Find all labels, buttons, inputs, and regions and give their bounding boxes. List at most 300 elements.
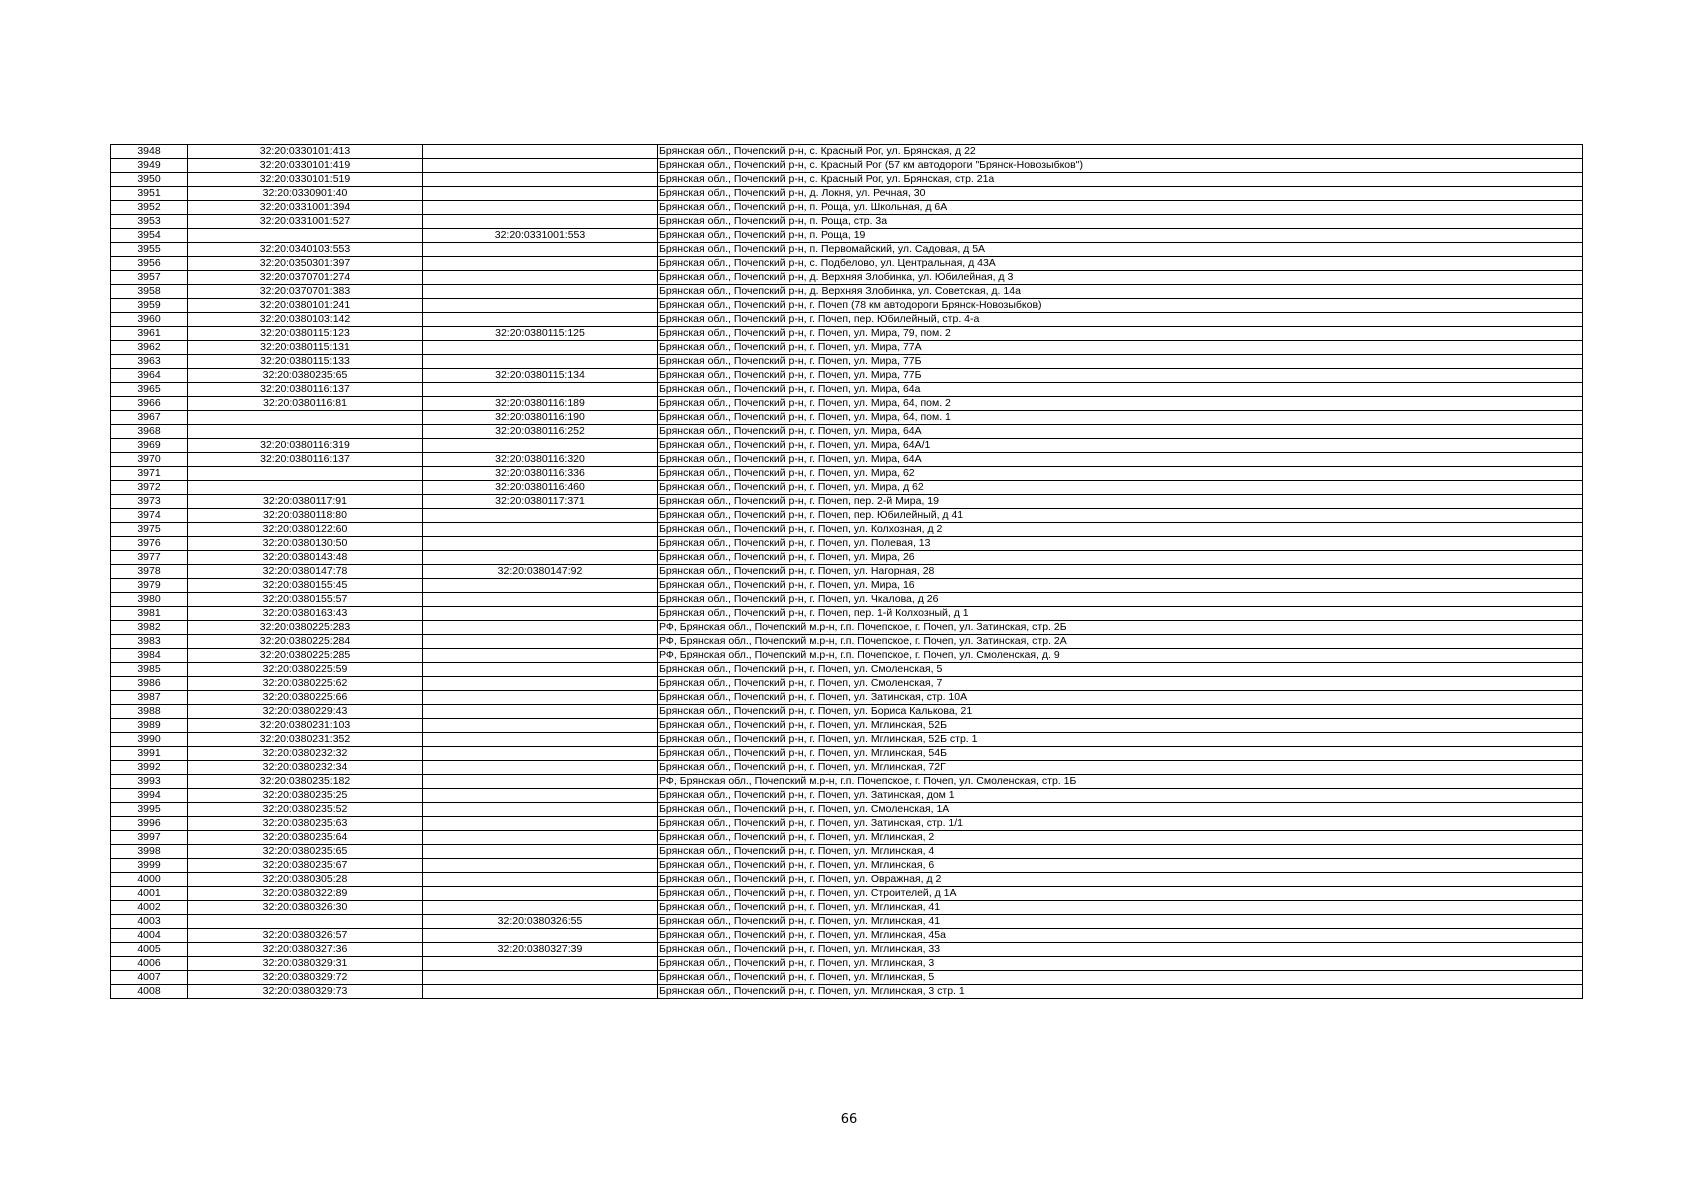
row-number-cell: 3996	[111, 817, 188, 831]
row-number-cell: 3974	[111, 509, 188, 523]
cadastral-number-cell: 32:20:0380101:241	[188, 299, 423, 313]
related-cadastral-number-cell: 32:20:0380147:92	[423, 565, 658, 579]
related-cadastral-number-cell	[423, 173, 658, 187]
address-cell: Брянская обл., Почепский р-н, г. Почеп, ул. Мира, 64А	[658, 453, 1583, 467]
row-number-cell: 3971	[111, 467, 188, 481]
cadastral-number-cell: 32:20:0380235:63	[188, 817, 423, 831]
related-cadastral-number-cell: 32:20:0331001:553	[423, 229, 658, 243]
table-row	[111, 985, 1583, 999]
row-number-cell: 3995	[111, 803, 188, 817]
row-number-cell: 4004	[111, 929, 188, 943]
cadastral-number-cell: 32:20:0380147:78	[188, 565, 423, 579]
table-row	[111, 341, 1583, 355]
cadastral-number-cell: 32:20:0380235:65	[188, 845, 423, 859]
table-row	[111, 355, 1583, 369]
address-cell: Брянская обл., Почепский р-н, г. Почеп, ул. Мира, 26	[658, 551, 1583, 565]
cadastral-number-cell: 32:20:0331001:394	[188, 201, 423, 215]
row-number-cell: 3969	[111, 439, 188, 453]
related-cadastral-number-cell	[423, 985, 658, 999]
cadastral-number-cell: 32:20:0380130:50	[188, 537, 423, 551]
table-row	[111, 187, 1583, 201]
row-number-cell: 3986	[111, 677, 188, 691]
row-number-cell: 3976	[111, 537, 188, 551]
table-row	[111, 971, 1583, 985]
related-cadastral-number-cell: 32:20:0380327:39	[423, 943, 658, 957]
table-row	[111, 173, 1583, 187]
cadastral-number-cell: 32:20:0380143:48	[188, 551, 423, 565]
cadastral-number-cell: 32:20:0380225:283	[188, 621, 423, 635]
cadastral-number-cell: 32:20:0380163:43	[188, 607, 423, 621]
row-number-cell: 3958	[111, 285, 188, 299]
table-row	[111, 887, 1583, 901]
address-cell: Брянская обл., Почепский р-н, г. Почеп, ул. Полевая, 13	[658, 537, 1583, 551]
address-cell: Брянская обл., Почепский р-н, г. Почеп, ул. Мглинская, 3	[658, 957, 1583, 971]
address-cell: РФ, Брянская обл., Почепский м.р-н, г.п. Почепское, г. Почеп, ул. Смоленская, д. 9	[658, 649, 1583, 663]
related-cadastral-number-cell	[423, 719, 658, 733]
row-number-cell: 3953	[111, 215, 188, 229]
cadastral-number-cell: 32:20:0380116:81	[188, 397, 423, 411]
cadastral-number-cell: 32:20:0380235:25	[188, 789, 423, 803]
cadastral-number-cell: 32:20:0380329:72	[188, 971, 423, 985]
row-number-cell: 3987	[111, 691, 188, 705]
related-cadastral-number-cell	[423, 929, 658, 943]
related-cadastral-number-cell: 32:20:0380116:190	[423, 411, 658, 425]
cadastral-number-cell: 32:20:0380115:131	[188, 341, 423, 355]
related-cadastral-number-cell	[423, 341, 658, 355]
row-number-cell: 3988	[111, 705, 188, 719]
row-number-cell: 3963	[111, 355, 188, 369]
row-number-cell: 3950	[111, 173, 188, 187]
table-row	[111, 733, 1583, 747]
table-row	[111, 369, 1583, 383]
row-number-cell: 3992	[111, 761, 188, 775]
table-row	[111, 775, 1583, 789]
row-number-cell: 3949	[111, 159, 188, 173]
row-number-cell: 3975	[111, 523, 188, 537]
cadastral-number-cell: 32:20:0380155:45	[188, 579, 423, 593]
cadastral-number-cell: 32:20:0380115:133	[188, 355, 423, 369]
related-cadastral-number-cell	[423, 887, 658, 901]
address-cell: Брянская обл., Почепский р-н, г. Почеп, ул. Мглинская, 54Б	[658, 747, 1583, 761]
cadastral-number-cell: 32:20:0380116:137	[188, 453, 423, 467]
address-cell: Брянская обл., Почепский р-н, г. Почеп, пер. Юбилейный, д 41	[658, 509, 1583, 523]
row-number-cell: 3952	[111, 201, 188, 215]
row-number-cell: 3962	[111, 341, 188, 355]
address-cell: Брянская обл., Почепский р-н, г. Почеп (78 км автодороги Брянск-Новозыбков)	[658, 299, 1583, 313]
related-cadastral-number-cell	[423, 677, 658, 691]
address-cell: Брянская обл., Почепский р-н, г. Почеп, ул. Затинская, дом 1	[658, 789, 1583, 803]
cadastral-number-cell: 32:20:0380116:137	[188, 383, 423, 397]
row-number-cell: 3957	[111, 271, 188, 285]
address-cell: Брянская обл., Почепский р-н, г. Почеп, ул. Мира, 64, пом. 2	[658, 397, 1583, 411]
related-cadastral-number-cell	[423, 621, 658, 635]
cadastral-number-cell: 32:20:0380235:64	[188, 831, 423, 845]
cadastral-number-cell	[188, 411, 423, 425]
registry-table	[110, 144, 1583, 999]
address-cell: Брянская обл., Почепский р-н, г. Почеп, пер. Юбилейный, стр. 4-а	[658, 313, 1583, 327]
cadastral-number-cell: 32:20:0331001:527	[188, 215, 423, 229]
related-cadastral-number-cell	[423, 803, 658, 817]
address-cell: Брянская обл., Почепский р-н, с. Красный Рог, ул. Брянская, стр. 21а	[658, 173, 1583, 187]
cadastral-number-cell: 32:20:0370701:383	[188, 285, 423, 299]
address-cell: Брянская обл., Почепский р-н, п. Роща, 19	[658, 229, 1583, 243]
address-cell: Брянская обл., Почепский р-н, г. Почеп, ул. Мира, 79, пом. 2	[658, 327, 1583, 341]
row-number-cell: 4006	[111, 957, 188, 971]
row-number-cell: 3954	[111, 229, 188, 243]
table-row	[111, 943, 1583, 957]
table-row	[111, 789, 1583, 803]
related-cadastral-number-cell	[423, 831, 658, 845]
row-number-cell: 3956	[111, 257, 188, 271]
address-cell: Брянская обл., Почепский р-н, г. Почеп, ул. Мира, 77А	[658, 341, 1583, 355]
cadastral-number-cell: 32:20:0380229:43	[188, 705, 423, 719]
row-number-cell: 3991	[111, 747, 188, 761]
table-row	[111, 397, 1583, 411]
cadastral-number-cell: 32:20:0380327:36	[188, 943, 423, 957]
table-row	[111, 929, 1583, 943]
cadastral-number-cell	[188, 481, 423, 495]
table-row	[111, 593, 1583, 607]
related-cadastral-number-cell	[423, 383, 658, 397]
cadastral-number-cell: 32:20:0350301:397	[188, 257, 423, 271]
address-cell: Брянская обл., Почепский р-н, д. Верхняя Злобинка, ул. Юбилейная, д 3	[658, 271, 1583, 285]
address-cell: Брянская обл., Почепский р-н, г. Почеп, ул. Овражная, д 2	[658, 873, 1583, 887]
row-number-cell: 3948	[111, 145, 188, 159]
address-cell: Брянская обл., Почепский р-н, г. Почеп, ул. Нагорная, 28	[658, 565, 1583, 579]
address-cell: Брянская обл., Почепский р-н, г. Почеп, ул. Колхозная, д 2	[658, 523, 1583, 537]
address-cell: Брянская обл., Почепский р-н, г. Почеп, ул. Мглинская, 2	[658, 831, 1583, 845]
cadastral-number-cell: 32:20:0380225:285	[188, 649, 423, 663]
row-number-cell: 3955	[111, 243, 188, 257]
table-row	[111, 313, 1583, 327]
cadastral-number-cell: 32:20:0340103:553	[188, 243, 423, 257]
cadastral-number-cell	[188, 915, 423, 929]
row-number-cell: 4007	[111, 971, 188, 985]
row-number-cell: 4003	[111, 915, 188, 929]
related-cadastral-number-cell	[423, 971, 658, 985]
cadastral-number-cell: 32:20:0380122:60	[188, 523, 423, 537]
cadastral-number-cell: 32:20:0370701:274	[188, 271, 423, 285]
cadastral-number-cell: 32:20:0380305:28	[188, 873, 423, 887]
cadastral-number-cell: 32:20:0380235:67	[188, 859, 423, 873]
address-cell: Брянская обл., Почепский р-н, г. Почеп, пер. 1-й Колхозный, д 1	[658, 607, 1583, 621]
table-row	[111, 551, 1583, 565]
row-number-cell: 4008	[111, 985, 188, 999]
address-cell: Брянская обл., Почепский р-н, с. Красный Рог (57 км автодороги "Брянск-Новозыбков")	[658, 159, 1583, 173]
address-cell: Брянская обл., Почепский р-н, г. Почеп, ул. Затинская, стр. 10А	[658, 691, 1583, 705]
table-row	[111, 271, 1583, 285]
address-cell: РФ, Брянская обл., Почепский м.р-н, г.п. Почепское, г. Почеп, ул. Затинская, стр. 2А	[658, 635, 1583, 649]
related-cadastral-number-cell	[423, 187, 658, 201]
row-number-cell: 3965	[111, 383, 188, 397]
table-row	[111, 523, 1583, 537]
table-row	[111, 201, 1583, 215]
cadastral-number-cell: 32:20:0380225:62	[188, 677, 423, 691]
related-cadastral-number-cell	[423, 691, 658, 705]
table-row	[111, 537, 1583, 551]
address-cell: Брянская обл., Почепский р-н, г. Почеп, ул. Мира, 64а	[658, 383, 1583, 397]
address-cell: РФ, Брянская обл., Почепский м.р-н, г.п. Почепское, г. Почеп, ул. Затинская, стр. 2Б	[658, 621, 1583, 635]
row-number-cell: 3994	[111, 789, 188, 803]
row-number-cell: 3985	[111, 663, 188, 677]
table-row	[111, 257, 1583, 271]
table-row	[111, 677, 1583, 691]
row-number-cell: 4001	[111, 887, 188, 901]
table-row	[111, 453, 1583, 467]
table-row	[111, 649, 1583, 663]
related-cadastral-number-cell	[423, 901, 658, 915]
table-row	[111, 803, 1583, 817]
row-number-cell: 3980	[111, 593, 188, 607]
cadastral-number-cell: 32:20:0330101:519	[188, 173, 423, 187]
table-row	[111, 845, 1583, 859]
related-cadastral-number-cell	[423, 145, 658, 159]
table-row	[111, 285, 1583, 299]
cadastral-number-cell: 32:20:0380329:31	[188, 957, 423, 971]
table-row	[111, 957, 1583, 971]
related-cadastral-number-cell: 32:20:0380116:320	[423, 453, 658, 467]
cadastral-number-cell: 32:20:0380326:57	[188, 929, 423, 943]
table-row	[111, 663, 1583, 677]
table-row	[111, 159, 1583, 173]
related-cadastral-number-cell: 32:20:0380117:371	[423, 495, 658, 509]
table-row	[111, 327, 1583, 341]
cadastral-number-cell: 32:20:0380118:80	[188, 509, 423, 523]
cadastral-number-cell: 32:20:0380235:182	[188, 775, 423, 789]
address-cell: Брянская обл., Почепский р-н, г. Почеп, ул. Мглинская, 52Б	[658, 719, 1583, 733]
related-cadastral-number-cell	[423, 607, 658, 621]
address-cell: Брянская обл., Почепский р-н, г. Почеп, ул. Бориса Калькова, 21	[658, 705, 1583, 719]
address-cell: Брянская обл., Почепский р-н, г. Почеп, ул. Мира, 77Б	[658, 355, 1583, 369]
page-number: 66	[840, 1112, 858, 1127]
row-number-cell: 3990	[111, 733, 188, 747]
cadastral-number-cell: 32:20:0330101:413	[188, 145, 423, 159]
table-row	[111, 495, 1583, 509]
cadastral-number-cell: 32:20:0330901:40	[188, 187, 423, 201]
table-row	[111, 299, 1583, 313]
related-cadastral-number-cell	[423, 285, 658, 299]
row-number-cell: 3964	[111, 369, 188, 383]
table-row	[111, 621, 1583, 635]
row-number-cell: 3970	[111, 453, 188, 467]
address-cell: Брянская обл., Почепский р-н, п. Рощa, ул. Школьная, д 6А	[658, 201, 1583, 215]
related-cadastral-number-cell: 32:20:0380116:336	[423, 467, 658, 481]
related-cadastral-number-cell	[423, 271, 658, 285]
table-row	[111, 481, 1583, 495]
related-cadastral-number-cell	[423, 579, 658, 593]
related-cadastral-number-cell	[423, 537, 658, 551]
related-cadastral-number-cell	[423, 789, 658, 803]
related-cadastral-number-cell	[423, 817, 658, 831]
address-cell: Брянская обл., Почепский р-н, г. Почеп, ул. Мира, 77Б	[658, 369, 1583, 383]
table-row	[111, 215, 1583, 229]
table-row	[111, 229, 1583, 243]
related-cadastral-number-cell	[423, 859, 658, 873]
cadastral-number-cell: 32:20:0330101:419	[188, 159, 423, 173]
related-cadastral-number-cell	[423, 705, 658, 719]
address-cell: Брянская обл., Почепский р-н, г. Почеп, ул. Мглинская, 41	[658, 901, 1583, 915]
registry-table-body	[111, 145, 1583, 999]
row-number-cell: 3977	[111, 551, 188, 565]
related-cadastral-number-cell	[423, 355, 658, 369]
related-cadastral-number-cell	[423, 845, 658, 859]
cadastral-number-cell: 32:20:0380235:65	[188, 369, 423, 383]
row-number-cell: 3967	[111, 411, 188, 425]
table-row	[111, 607, 1583, 621]
related-cadastral-number-cell: 32:20:0380115:125	[423, 327, 658, 341]
address-cell: Брянская обл., Почепский р-н, д. Верхняя Злобинка, ул. Советская, д. 14а	[658, 285, 1583, 299]
row-number-cell: 3993	[111, 775, 188, 789]
related-cadastral-number-cell	[423, 873, 658, 887]
table-row	[111, 635, 1583, 649]
related-cadastral-number-cell	[423, 159, 658, 173]
address-cell: Брянская обл., Почепский р-н, г. Почеп, ул. Мглинская, 33	[658, 943, 1583, 957]
address-cell: Брянская обл., Почепский р-н, г. Почеп, ул. Мира, 64А	[658, 425, 1583, 439]
table-row	[111, 425, 1583, 439]
related-cadastral-number-cell	[423, 257, 658, 271]
address-cell: Брянская обл., Почепский р-н, г. Почеп, ул. Мглинская, 41	[658, 915, 1583, 929]
related-cadastral-number-cell: 32:20:0380115:134	[423, 369, 658, 383]
table-row	[111, 705, 1583, 719]
address-cell: Брянская обл., Почепский р-н, г. Почеп, ул. Смоленская, 5	[658, 663, 1583, 677]
table-row	[111, 509, 1583, 523]
row-number-cell: 3982	[111, 621, 188, 635]
cadastral-number-cell: 32:20:0380115:123	[188, 327, 423, 341]
related-cadastral-number-cell	[423, 733, 658, 747]
address-cell: Брянская обл., Почепский р-н, г. Почеп, ул. Мглинская, 3 стр. 1	[658, 985, 1583, 999]
cadastral-number-cell: 32:20:0380155:57	[188, 593, 423, 607]
related-cadastral-number-cell	[423, 775, 658, 789]
related-cadastral-number-cell	[423, 747, 658, 761]
row-number-cell: 3998	[111, 845, 188, 859]
table-row	[111, 859, 1583, 873]
row-number-cell: 4000	[111, 873, 188, 887]
cadastral-number-cell: 32:20:0380232:34	[188, 761, 423, 775]
related-cadastral-number-cell	[423, 649, 658, 663]
table-row	[111, 817, 1583, 831]
cadastral-number-cell: 32:20:0380231:352	[188, 733, 423, 747]
address-cell: Брянская обл., Почепский р-н, г. Почеп, ул. Смоленская, 1А	[658, 803, 1583, 817]
address-cell: Брянская обл., Почепский р-н, п. Первомайский, ул. Садовая, д 5А	[658, 243, 1583, 257]
row-number-cell: 3978	[111, 565, 188, 579]
row-number-cell: 3966	[111, 397, 188, 411]
cadastral-number-cell: 32:20:0380235:52	[188, 803, 423, 817]
row-number-cell: 3951	[111, 187, 188, 201]
related-cadastral-number-cell	[423, 509, 658, 523]
row-number-cell: 3961	[111, 327, 188, 341]
related-cadastral-number-cell	[423, 663, 658, 677]
address-cell: Брянская обл., Почепский р-н, г. Почеп, ул. Мглинская, 72Г	[658, 761, 1583, 775]
row-number-cell: 3989	[111, 719, 188, 733]
related-cadastral-number-cell	[423, 523, 658, 537]
cadastral-number-cell: 32:20:0380322:89	[188, 887, 423, 901]
related-cadastral-number-cell: 32:20:0380116:460	[423, 481, 658, 495]
address-cell: РФ, Брянская обл., Почепский м.р-н, г.п. Почепское, г. Почеп, ул. Смоленская, стр. 1Б	[658, 775, 1583, 789]
cadastral-number-cell: 32:20:0380225:284	[188, 635, 423, 649]
address-cell: Брянская обл., Почепский р-н, г. Почеп, пер. 2-й Мира, 19	[658, 495, 1583, 509]
table-row	[111, 691, 1583, 705]
cadastral-number-cell: 32:20:0380225:66	[188, 691, 423, 705]
address-cell: Брянская обл., Почепский р-н, г. Почеп, ул. Мглинская, 45а	[658, 929, 1583, 943]
address-cell: Брянская обл., Почепский р-н, г. Почеп, ул. Мглинская, 52Б стр. 1	[658, 733, 1583, 747]
table-row	[111, 873, 1583, 887]
address-cell: Брянская обл., Почепский р-н, г. Почеп, ул. Чкалова, д 26	[658, 593, 1583, 607]
cadastral-number-cell: 32:20:0380103:142	[188, 313, 423, 327]
address-cell: Брянская обл., Почепский р-н, г. Почеп, ул. Мглинская, 4	[658, 845, 1583, 859]
row-number-cell: 4002	[111, 901, 188, 915]
address-cell: Брянская обл., Почепский р-н, г. Почеп, ул. Строителей, д 1А	[658, 887, 1583, 901]
cadastral-number-cell: 32:20:0380117:91	[188, 495, 423, 509]
address-cell: Брянская обл., Почепский р-н, г. Почеп, ул. Затинская, стр. 1/1	[658, 817, 1583, 831]
table-row	[111, 411, 1583, 425]
related-cadastral-number-cell	[423, 299, 658, 313]
table-row	[111, 831, 1583, 845]
cadastral-number-cell	[188, 467, 423, 481]
address-cell: Брянская обл., Почепский р-н, г. Почеп, ул. Мира, д 62	[658, 481, 1583, 495]
row-number-cell: 3981	[111, 607, 188, 621]
row-number-cell: 3959	[111, 299, 188, 313]
table-row	[111, 439, 1583, 453]
related-cadastral-number-cell	[423, 439, 658, 453]
cadastral-number-cell: 32:20:0380329:73	[188, 985, 423, 999]
table-row	[111, 761, 1583, 775]
address-cell: Брянская обл., Почепский р-н, с. Подбелово, ул. Центральная, д 43А	[658, 257, 1583, 271]
table-row	[111, 243, 1583, 257]
row-number-cell: 3999	[111, 859, 188, 873]
row-number-cell: 3997	[111, 831, 188, 845]
address-cell: Брянская обл., Почепский р-н, д. Локня, ул. Речная, 30	[658, 187, 1583, 201]
row-number-cell: 3983	[111, 635, 188, 649]
row-number-cell: 3979	[111, 579, 188, 593]
row-number-cell: 3972	[111, 481, 188, 495]
address-cell: Брянская обл., Почепский р-н, п. Роща, стр. 3а	[658, 215, 1583, 229]
row-number-cell: 4005	[111, 943, 188, 957]
table-row	[111, 383, 1583, 397]
cadastral-number-cell: 32:20:0380225:59	[188, 663, 423, 677]
cadastral-number-cell	[188, 229, 423, 243]
related-cadastral-number-cell	[423, 761, 658, 775]
address-cell: Брянская обл., Почепский р-н, г. Почеп, ул. Мира, 62	[658, 467, 1583, 481]
related-cadastral-number-cell	[423, 957, 658, 971]
related-cadastral-number-cell	[423, 215, 658, 229]
address-cell: Брянская обл., Почепский р-н, г. Почеп, ул. Мглинская, 6	[658, 859, 1583, 873]
table-row	[111, 145, 1583, 159]
related-cadastral-number-cell: 32:20:0380116:189	[423, 397, 658, 411]
cadastral-number-cell: 32:20:0380326:30	[188, 901, 423, 915]
row-number-cell: 3960	[111, 313, 188, 327]
cadastral-number-cell: 32:20:0380232:32	[188, 747, 423, 761]
related-cadastral-number-cell	[423, 551, 658, 565]
related-cadastral-number-cell	[423, 313, 658, 327]
related-cadastral-number-cell: 32:20:0380326:55	[423, 915, 658, 929]
table-row	[111, 467, 1583, 481]
address-cell: Брянская обл., Почепский р-н, г. Почеп, ул. Мира, 64А/1	[658, 439, 1583, 453]
row-number-cell: 3984	[111, 649, 188, 663]
cadastral-number-cell: 32:20:0380116:319	[188, 439, 423, 453]
related-cadastral-number-cell: 32:20:0380116:252	[423, 425, 658, 439]
table-row	[111, 565, 1583, 579]
address-cell: Брянская обл., Почепский р-н, г. Почеп, ул. Мглинская, 5	[658, 971, 1583, 985]
table-row	[111, 747, 1583, 761]
table-row	[111, 719, 1583, 733]
table-row	[111, 579, 1583, 593]
cadastral-number-cell: 32:20:0380231:103	[188, 719, 423, 733]
related-cadastral-number-cell	[423, 243, 658, 257]
related-cadastral-number-cell	[423, 201, 658, 215]
related-cadastral-number-cell	[423, 635, 658, 649]
address-cell: Брянская обл., Почепский р-н, г. Почеп, ул. Мира, 16	[658, 579, 1583, 593]
row-number-cell: 3973	[111, 495, 188, 509]
